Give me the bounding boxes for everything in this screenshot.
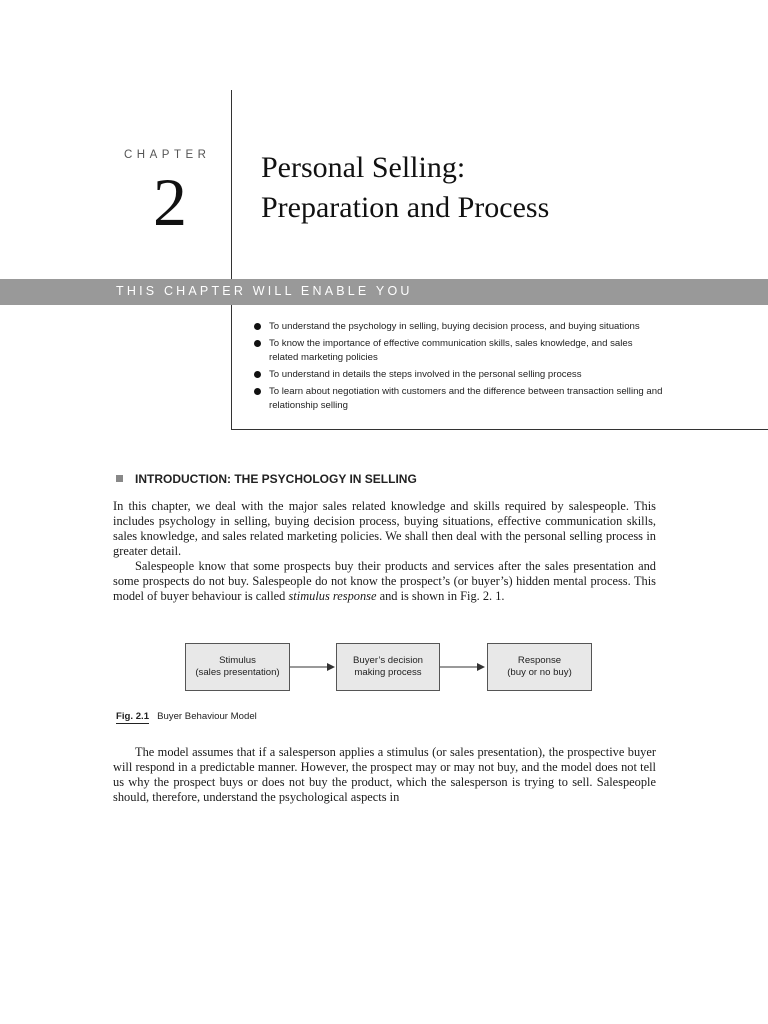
figure-box-decision-process: [336, 643, 440, 691]
list-item: [253, 320, 663, 334]
section-heading-text: INTRODUCTION: THE PSYCHOLOGY IN SELLING: [135, 472, 417, 486]
list-item: [253, 368, 663, 382]
figure-caption-text: Buyer Behaviour Model: [157, 711, 257, 722]
bullet-icon: [254, 371, 261, 378]
figure-box-response: [487, 643, 592, 691]
paragraph-2-text: Salespeople know that some prospects buy their products and services after the sales presentation and some prospects do not buy. Salespeople do not know the prospect’s (or buyer’s) hidden mental process. This model of buyer behaviour is called: [113, 559, 656, 603]
body-text-intro: [113, 499, 656, 604]
objective-text: To understand the psychology in selling, buying decision process, and buying situations: [269, 321, 640, 332]
chapter-label: CHAPTER: [124, 149, 211, 161]
figure-box-line-2: making process: [354, 667, 422, 678]
chapter-number: 2: [153, 164, 187, 240]
chapter-title-line-2: Preparation and Process: [261, 191, 550, 224]
figure-box-line-2: (sales presentation): [195, 667, 280, 678]
figure-box-stimulus: [185, 643, 290, 691]
paragraph-2-tail: and is shown in Fig. 2. 1.: [376, 589, 505, 603]
section-heading: [116, 472, 417, 486]
objective-text: To understand in details the steps involved in the personal selling process: [269, 369, 582, 380]
figure-box-line-2: (buy or no buy): [507, 667, 572, 678]
bullet-icon: [254, 340, 261, 347]
figure-box-line-1: Buyer’s decision: [352, 655, 424, 666]
list-item: [253, 385, 663, 413]
objective-text: To learn about negotiation with customers and the difference between transaction selling and relationship selling: [269, 386, 663, 411]
paragraph-2-emphasis: stimulus response: [288, 589, 377, 603]
objective-text: To know the importance of effective communication skills, sales knowledge, and sales related marketing policies: [269, 338, 633, 363]
objectives-bottom-rule: [231, 429, 768, 430]
figure-box-line-1: Response: [517, 655, 562, 666]
figure-caption-label: Fig. 2.1: [116, 711, 150, 722]
list-item: [253, 337, 663, 365]
header-vertical-rule: [231, 90, 232, 430]
figure-caption: [116, 711, 257, 722]
objectives-list: [253, 320, 663, 416]
bullet-icon: [254, 323, 261, 330]
chapter-title-line-1: Personal Selling:: [261, 151, 466, 184]
paragraph-3: The model assumes that if a salesperson applies a stimulus (or sales presentation), the prospective buyer will respond in a predictable manner. However, the prospect may or may not buy, and the model does not tell us why the prospect buys or does not buy the product, which the salesperson is trying to sell. Salespeople should, therefore, understand the psychological aspects in: [113, 745, 656, 804]
chapter-objectives-banner-text: THIS CHAPTER WILL ENABLE YOU: [116, 284, 413, 298]
paragraph-1: In this chapter, we deal with the major sales related knowledge and skills required by salespeople. This includes psychology in selling, buying decision process, buying situations, effective communication skills, sales knowledge, and sales related marketing policies. We shall then deal with the personal selling process in greater detail.: [113, 499, 656, 558]
paragraph-2: [113, 559, 656, 604]
square-bullet-icon: [116, 475, 123, 482]
bullet-icon: [254, 388, 261, 395]
body-text-continued: [113, 745, 656, 805]
figure-box-line-1: Stimulus: [219, 655, 256, 666]
chapter-title: [261, 148, 741, 228]
